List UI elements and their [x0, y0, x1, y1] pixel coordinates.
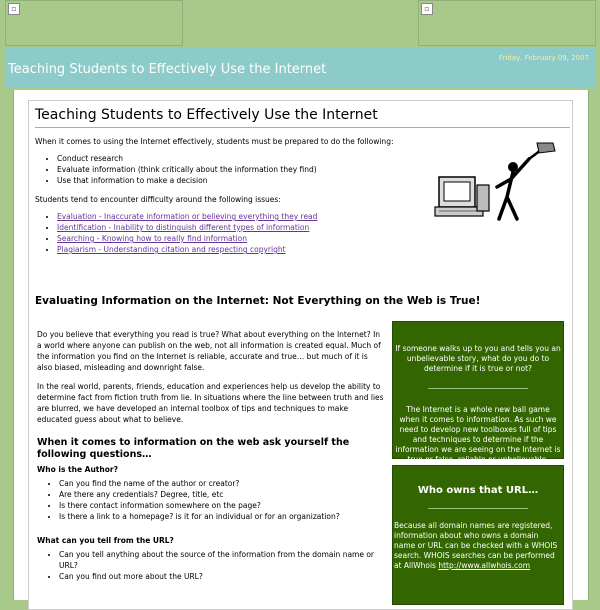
list-item: • Are there any credentials? Degree, title, etc [59, 489, 385, 500]
list-item: • Can you find out more about the URL? [59, 571, 385, 582]
sidebar [392, 321, 564, 605]
issue-link-evaluation[interactable]: Evaluation - Inaccurate information or believing everything they read [57, 212, 318, 221]
banner-date: Friday, February 09, 2007 [498, 54, 589, 62]
page-title: Teaching Students to Effectively Use the Internet [35, 107, 570, 128]
monitor-screen [444, 182, 470, 201]
list-item: • Can you tell anything about the source of the information from the domain name or URL? [59, 549, 385, 571]
banner-title: Teaching Students to Effectively Use the Internet [8, 62, 327, 77]
questions-heading: When it comes to information on the web ask yourself the following questions… [37, 437, 350, 460]
list-item [57, 233, 566, 244]
main-column [37, 321, 385, 582]
list-item: • Conduct research [57, 153, 566, 164]
content-panel [28, 100, 573, 610]
issue-link-plagiarism[interactable]: Plagiarism - Understanding citation and respecting copyright [57, 245, 286, 254]
divider [428, 508, 528, 509]
paragraph: Do you believe that everything you read is true? What about everything on the Internet? In a world where anyone can publish on the web, not all information is created equal. Much of the information you find on the Internet is reliable, accurate and true… but much of it is also biased, misleading and downright false. [37, 330, 381, 372]
issue-link-identification[interactable]: Identification - Inability to distinguish different types of information [57, 223, 310, 232]
list-item: • Can you find the name of the author or creator? [59, 478, 385, 489]
author-questions-list [37, 478, 385, 522]
sidebar-box-story [392, 321, 564, 464]
top-left-banner-frame [5, 0, 183, 46]
top-right-banner-frame [418, 0, 596, 46]
tower-shape [477, 185, 489, 211]
allwhois-link[interactable]: http://www.allwhois.com [438, 561, 531, 570]
list-item: • Is there contact information somewhere on the page? [59, 500, 385, 511]
site-banner [5, 48, 595, 88]
list-item: • Is there a link to a homepage? is it for an individual or for an organization? [59, 511, 385, 522]
author-heading: Who is the Author? [37, 465, 118, 474]
keyboard-shape [435, 207, 483, 216]
sidebar-box-whois [392, 465, 564, 605]
divider [428, 388, 528, 389]
paragraph: In the real world, parents, friends, education and experiences help us develop the ability to determine fact from fiction truth from lie. In situations where the line between truth and lies are blurred, we have developed an internal toolbox of tips and techniques to make educated guess about what to believe. [37, 382, 384, 424]
list-item: • Evaluate information (think critically about the information they find) [57, 164, 566, 175]
computer-hammer-illustration [433, 141, 558, 226]
url-questions-list [37, 549, 385, 582]
sidebar-text: The Internet is a whole new ball game when it comes to information. As such we need to develop new toolboxes full of tips and techniques to determine if the information we are seeing on the Internet is true or false, reliable or unbelievable. [395, 405, 561, 464]
hammer-head [537, 143, 555, 153]
sidebar-text [393, 521, 563, 571]
whois-text: Because all domain names are registered, information about who owns a domain name or URL can be checked with a WHOIS search. WHOIS searches can be performed at AllWhois [394, 521, 558, 570]
section-heading: Evaluating Information on the Internet: Not Everything on the Web is True! [35, 295, 481, 307]
page-wrapper [13, 90, 589, 600]
sidebar-text: If someone walks up to you and tells you an unbelievable story, what do you do to determine if it is true or not? [395, 344, 561, 373]
sidebar-box-title: Who owns that URL… [417, 485, 539, 496]
intro-text: When it comes to using the Internet effectively, students must be prepared to do the following: [35, 137, 394, 146]
list-item: • Use that information to make a decision [57, 175, 566, 186]
url-heading: What can you tell from the URL? [37, 536, 174, 545]
list-item [57, 244, 566, 255]
broken-image-icon: ▫ [421, 3, 433, 15]
issue-link-searching[interactable]: Searching - Knowing how to really find information [57, 234, 248, 243]
broken-image-icon: ▫ [8, 3, 20, 15]
issues-intro-text: Students tend to encounter difficulty around the following issues: [35, 195, 281, 204]
